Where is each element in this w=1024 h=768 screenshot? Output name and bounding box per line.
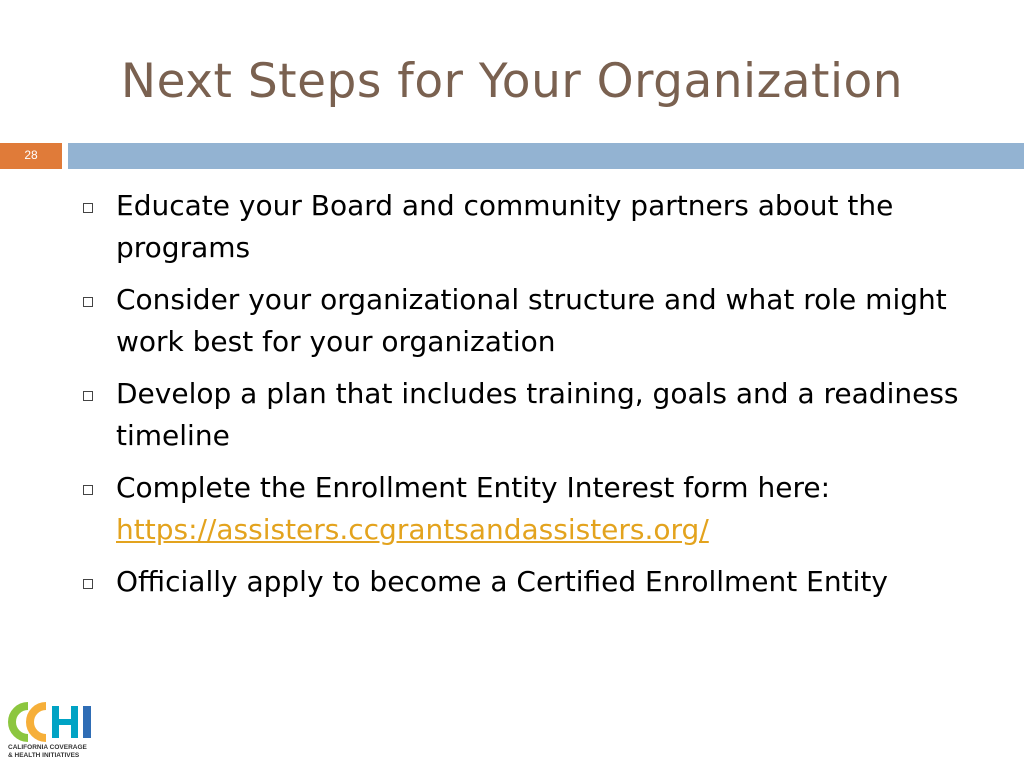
- bullet-item: [78, 467, 988, 551]
- bullet-text: Complete the Enrollment Entity Interest form here:: [116, 471, 830, 504]
- square-bullet-icon: [83, 391, 93, 401]
- square-bullet-icon: [83, 579, 93, 589]
- bullet-item: [78, 561, 988, 603]
- square-bullet-icon: [83, 203, 93, 213]
- bullet-text: Develop a plan that includes training, goals and a readiness timeline: [116, 377, 959, 452]
- header-rule-bar: [68, 143, 1024, 169]
- cchi-logo-mark: [8, 702, 100, 742]
- square-bullet-icon: [83, 485, 93, 495]
- logo-caption-line-1: CALIFORNIA COVERAGE: [8, 744, 87, 751]
- interest-form-link[interactable]: https://assisters.ccgrantsandassisters.org/: [116, 513, 709, 546]
- logo-caption-line-2: & HEALTH INITIATIVES: [8, 752, 80, 759]
- bullet-text: Educate your Board and community partners about the programs: [116, 189, 894, 264]
- slide-number: 28: [0, 143, 62, 169]
- bullet-item: [78, 185, 988, 269]
- bullet-text: Officially apply to become a Certified Enrollment Entity: [116, 565, 888, 598]
- bullet-item: [78, 373, 988, 457]
- bullet-item: [78, 279, 988, 363]
- cchi-logo: [8, 702, 100, 764]
- square-bullet-icon: [83, 297, 93, 307]
- logo-caption: [8, 744, 100, 760]
- slide-title: Next Steps for Your Organization: [120, 54, 904, 109]
- bullet-list: [78, 185, 988, 613]
- bullet-text: Consider your organizational structure and what role might work best for your organization: [116, 283, 947, 358]
